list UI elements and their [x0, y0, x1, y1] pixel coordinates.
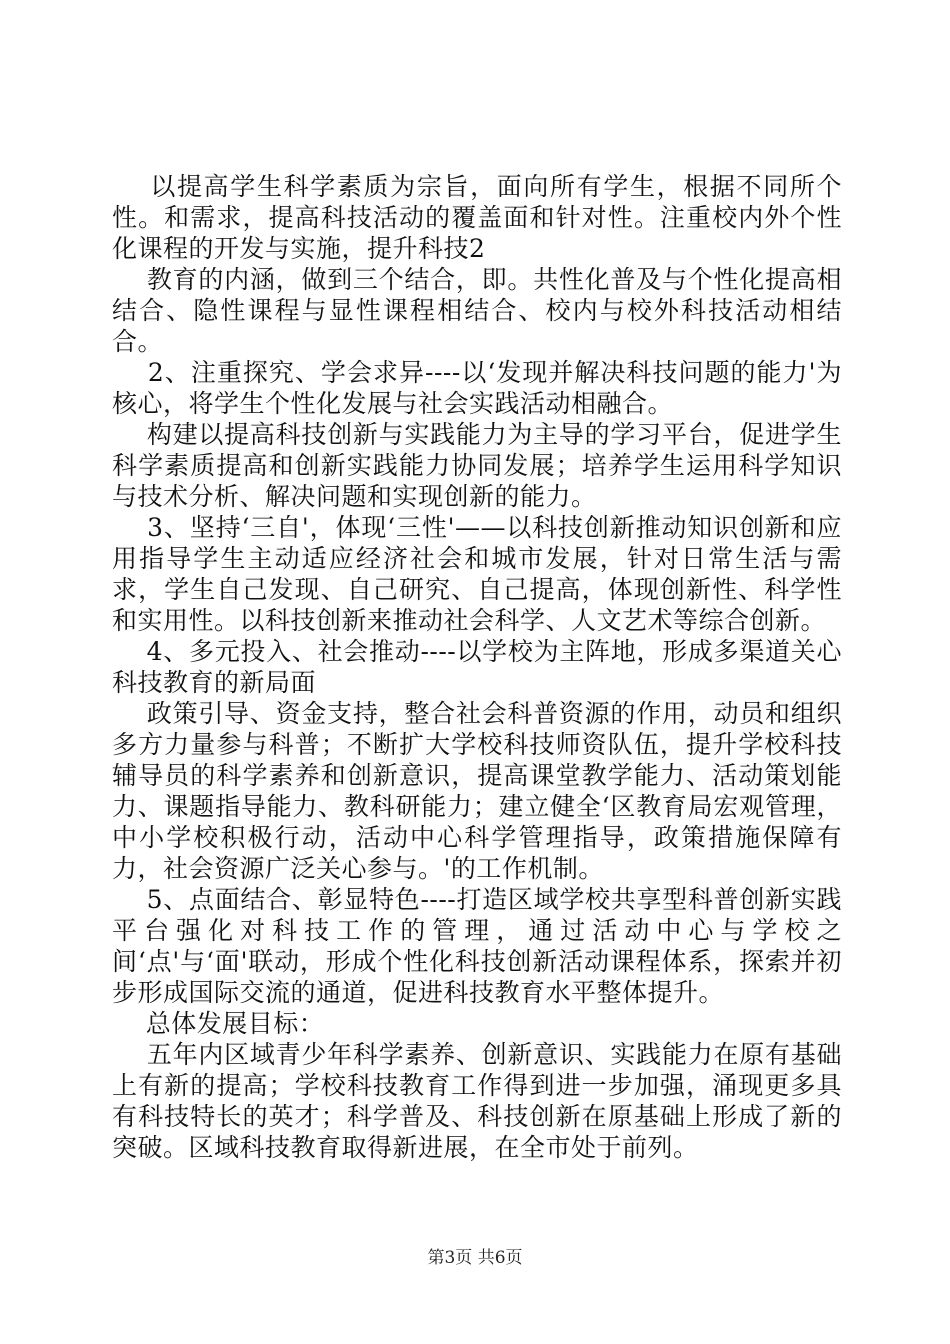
paragraph: 五年内区域青少年科学素养、创新意识、实践能力在原有基础上有新的提高；学校科技教育工作得到进一步加强，涌现更多具有科技特长的英才；科学普及、科技创新在原基础上形成了新的突破。区域科技教育取得新进展，在全市处于前列。: [112, 1040, 842, 1162]
paragraph: 2、注重探究、学会求异----以‘发现并解决科技问题的能力'为核心，将学生个性化发展与社会实践活动相融合。: [112, 358, 842, 418]
paragraph: 5、点面结合、彰显特色----打造区域学校共享型科普创新实践平台强化对科技工作的管理，通过活动中心与学校之间‘点'与‘面'联动，形成个性化科技创新活动课程体系，探索并初步形成国际交流的通道，促进科技教育水平整体提升。: [112, 885, 842, 1007]
paragraph: 3、坚持‘三自'，体现‘三性'——以科技创新推动知识创新和应用指导学生主动适应经济社会和城市发展，针对日常生活与需求，学生自己发现、自己研究、自己提高，体现创新性、科学性和实用性。以科技创新来推动社会科学、人文艺术等综合创新。: [112, 513, 842, 635]
paragraph: 政策引导、资金支持，整合社会科普资源的作用，动员和组织多方力量参与科普；不断扩大学校科技师资队伍，提升学校科技辅导员的科学素养和创新意识，提高课堂教学能力、活动策划能力、课题指导能力、教科研能力；建立健全‘区教育局宏观管理，中小学校积极行动，活动中心科学管理指导，政策措施保障有力，社会资源广泛关心参与。'的工作机制。: [112, 699, 842, 883]
paragraph: 构建以提高科技创新与实践能力为主导的学习平台，促进学生科学素质提高和创新实践能力协同发展；培养学生运用科学知识与技术分析、解决问题和实现创新的能力。: [112, 420, 842, 511]
document-body: [112, 171, 842, 1163]
paragraph: 教育的内涵，做到三个结合，即。共性化普及与个性化提高相结合、隐性课程与显性课程相结合、校内与校外科技活动相结合。: [112, 265, 842, 356]
paragraph: 总体发展目标：: [112, 1009, 325, 1038]
paragraph: 4、多元投入、社会推动----以学校为主阵地，形成多渠道关心科技教育的新局面: [112, 637, 842, 697]
paragraph: 以提高学生科学素质为宗旨，面向所有学生，根据不同所个性。和需求，提高科技活动的覆盖面和针对性。注重校内外个性化课程的开发与实施，提升科技2: [112, 172, 842, 263]
page-number-footer: 第3页 共6页: [427, 1248, 523, 1268]
